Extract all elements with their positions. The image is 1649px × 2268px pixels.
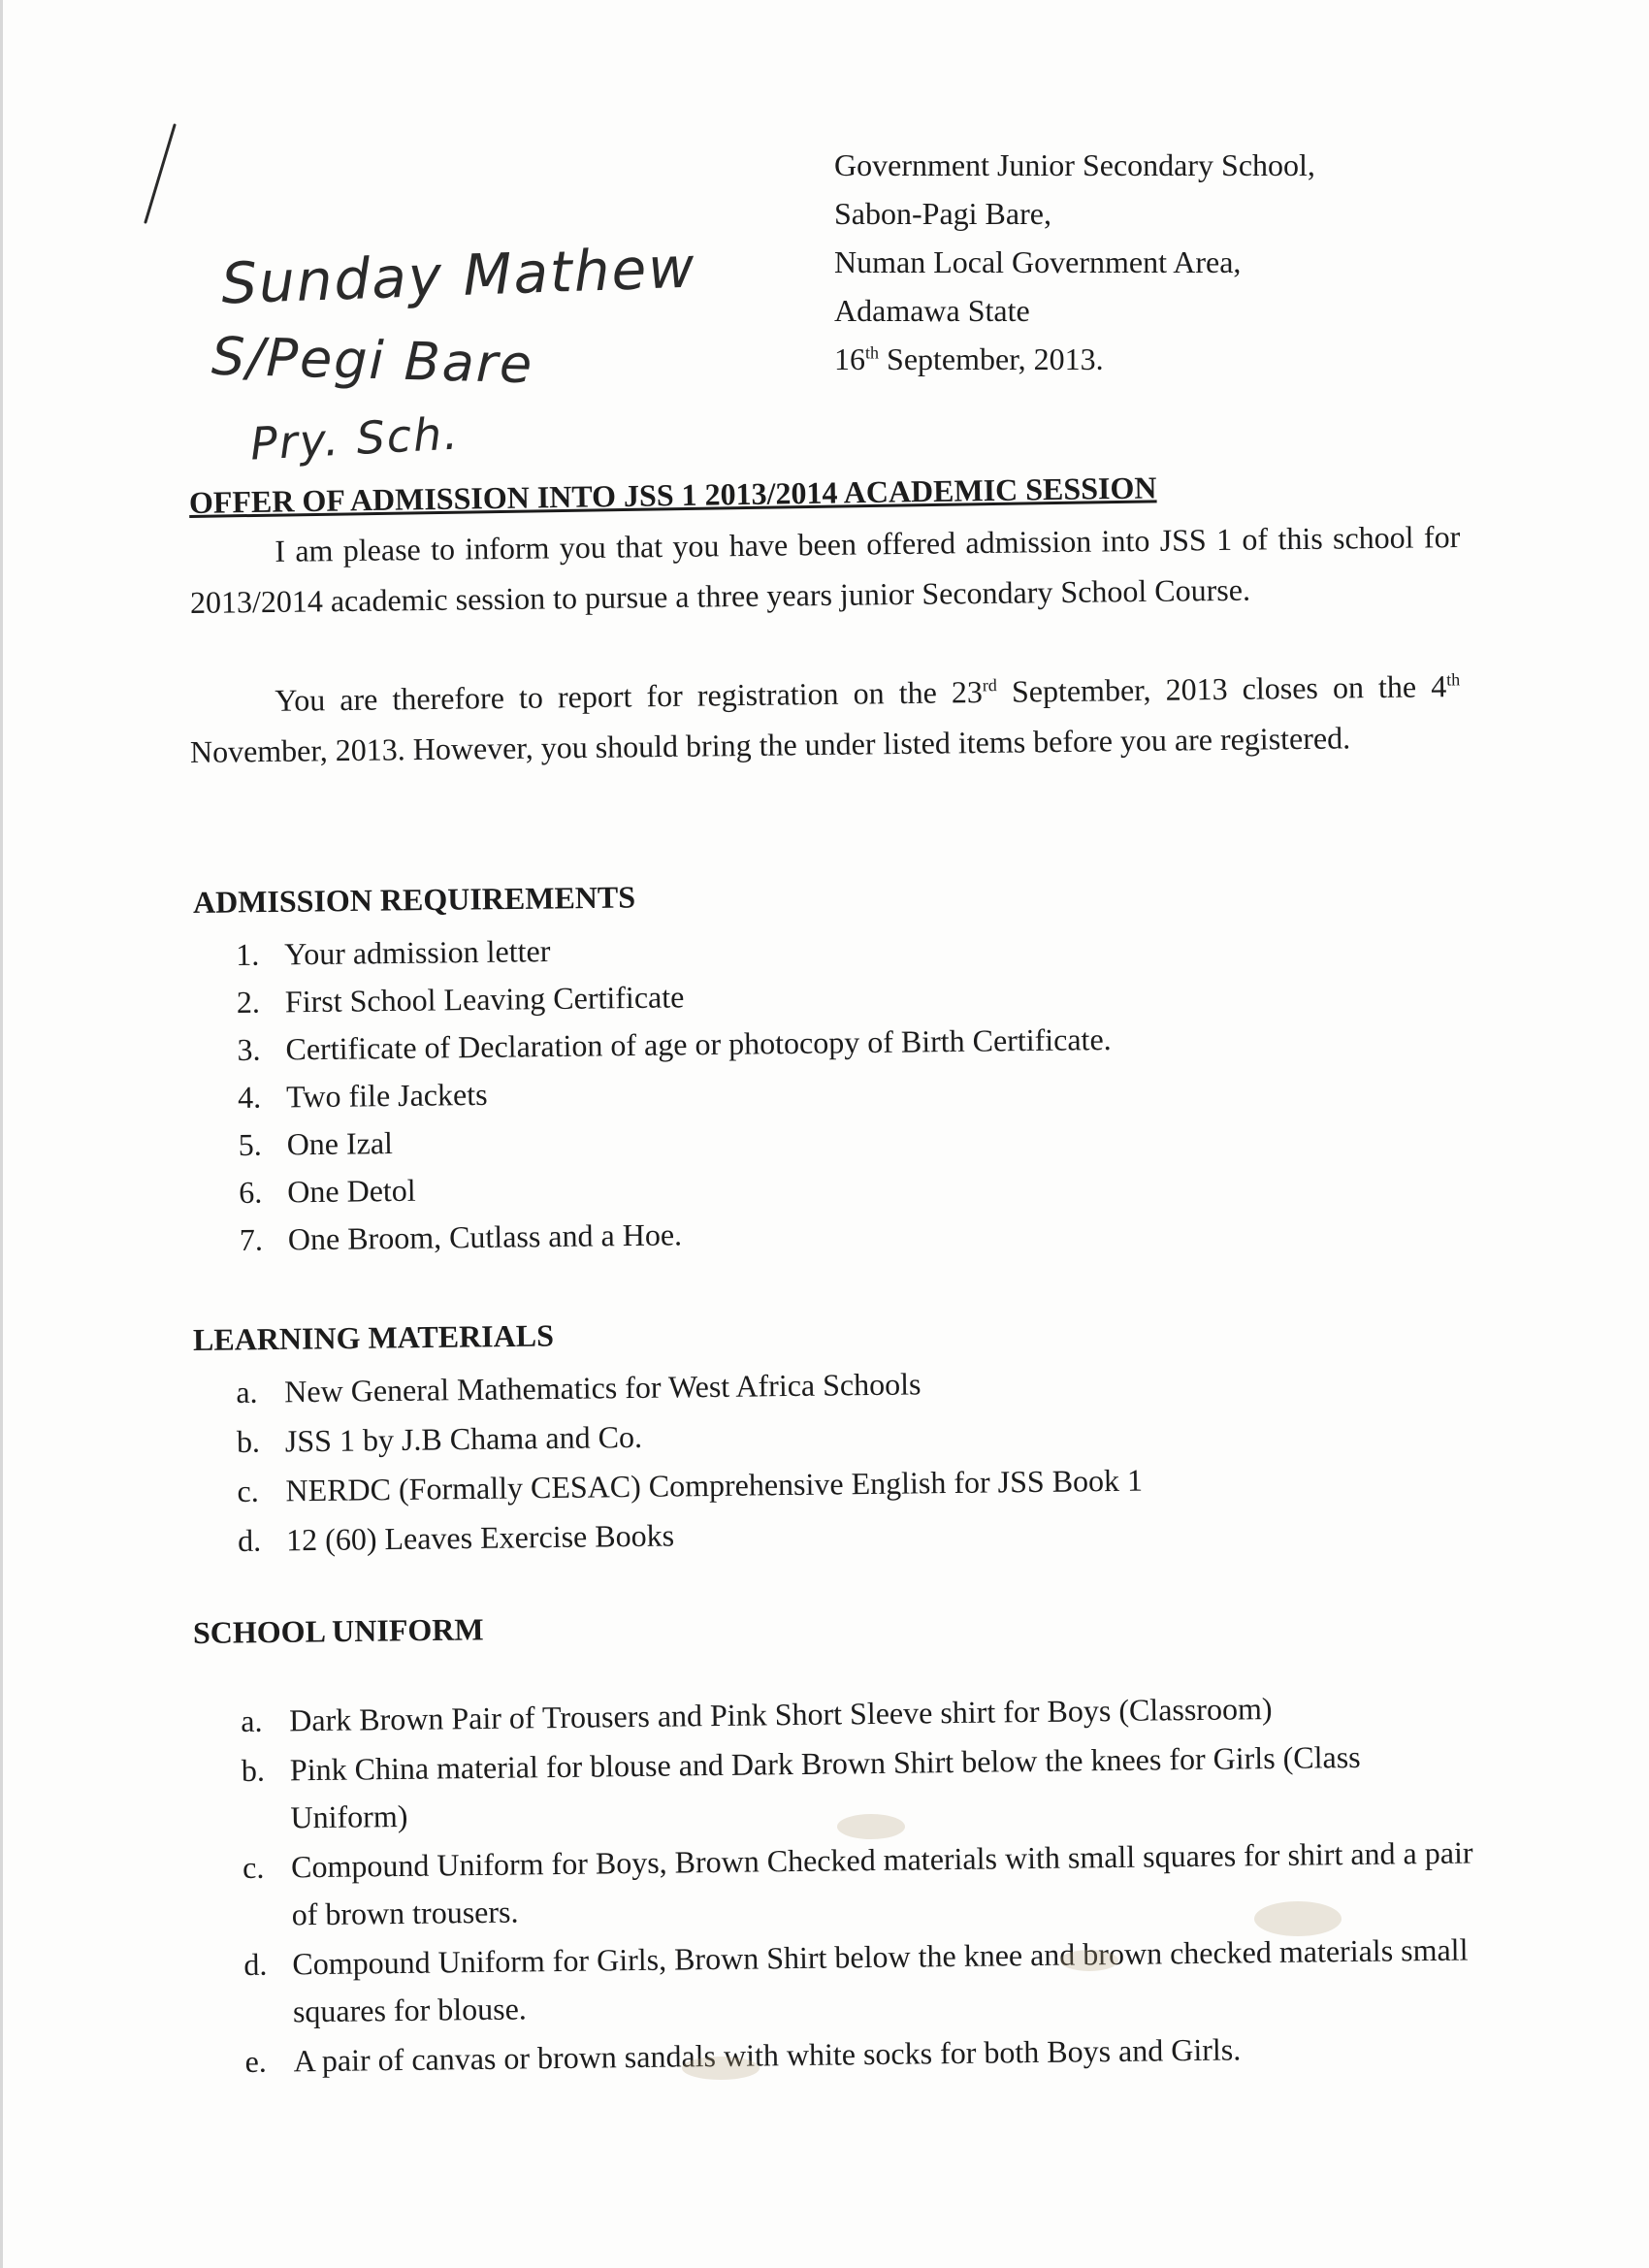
learning-materials-list	[236, 1357, 1144, 1566]
handwritten-school: S/Pegi Bare	[210, 325, 535, 396]
learning-materials-heading: LEARNING MATERIALS	[192, 1317, 555, 1357]
list-item: b. JSS 1 by J.B Chama and Co.	[236, 1418, 643, 1459]
handwritten-note	[210, 234, 764, 504]
list-item: 3. Certificate of Declaration of age or photocopy of Birth Certificate.	[237, 1021, 1112, 1067]
scan-smudge	[1254, 1901, 1342, 1936]
list-item: d. Compound Uniform for Girls, Brown Shirt below the knee and brown checked materials small squares for blouse.	[243, 1931, 1469, 2029]
list-item: c. Compound Uniform for Boys, Brown Checked materials with small squares for shirt and a pair of brown trousers.	[242, 1834, 1473, 1932]
address-lga: Numan Local Government Area,	[834, 244, 1242, 279]
school-uniform-list	[241, 1682, 1487, 2088]
list-item: b. Pink China material for blouse and Dark Brown Shirt below the knees for Girls (Class Uniform)	[241, 1738, 1361, 1835]
list-item: 2. First School Leaving Certificate	[236, 979, 685, 1020]
admission-requirements-list	[236, 921, 1114, 1264]
list-item: a. Dark Brown Pair of Trousers and Pink Short Sleeve shirt for Boys (Classroom)	[241, 1691, 1273, 1738]
list-item: 6. One Detol	[239, 1172, 416, 1210]
list-item: 4. Two file Jackets	[237, 1076, 488, 1115]
school-uniform-heading: SCHOOL UNIFORM	[192, 1611, 484, 1650]
list-item: c. NERDC (Formally CESAC) Comprehensive English for JSS Book 1	[237, 1462, 1144, 1508]
letter-title: OFFER OF ADMISSION INTO JSS 1 2013/2014 ACADEMIC SESSION	[188, 470, 1157, 520]
address-state: Adamawa State	[834, 293, 1030, 328]
address-school: Government Junior Secondary School,	[834, 147, 1315, 182]
handwritten-abbrev: Pry. Sch.	[248, 406, 462, 470]
list-item: e. A pair of canvas or brown sandals with white socks for both Boys and Girls.	[244, 2031, 1242, 2079]
paragraph-registration: You are therefore to report for registration on the 23rd September, 2013 closes on the 4th November, 2013. However, you should bring the under listed items before you are registered.	[189, 668, 1461, 769]
scan-smudge	[837, 1814, 905, 1839]
scan-smudge	[682, 2057, 760, 2080]
paragraph-offer: I am please to inform you that you have been offered admission into JSS 1 of this school for 2013/2014 academic session to pursue a three years junior Secondary School Course.	[189, 518, 1461, 620]
list-item: 1. Your admission letter	[236, 933, 551, 972]
address-town: Sabon-Pagi Bare,	[834, 196, 1051, 231]
admission-requirements-heading: ADMISSION REQUIREMENTS	[192, 879, 636, 920]
handwritten-name: Sunday Mathew	[219, 234, 697, 317]
list-item: 5. One Izal	[238, 1125, 394, 1162]
handwritten-mark	[134, 121, 192, 228]
list-item: 7. One Broom, Cutlass and a Hoe.	[239, 1216, 683, 1257]
school-address	[834, 141, 1315, 383]
list-item: d. 12 (60) Leaves Exercise Books	[237, 1517, 675, 1558]
scan-smudge	[1060, 1950, 1118, 1971]
list-item: a. New General Mathematics for West Africa Schools	[236, 1366, 922, 1409]
letter-date: 16th September, 2013.	[834, 341, 1104, 376]
